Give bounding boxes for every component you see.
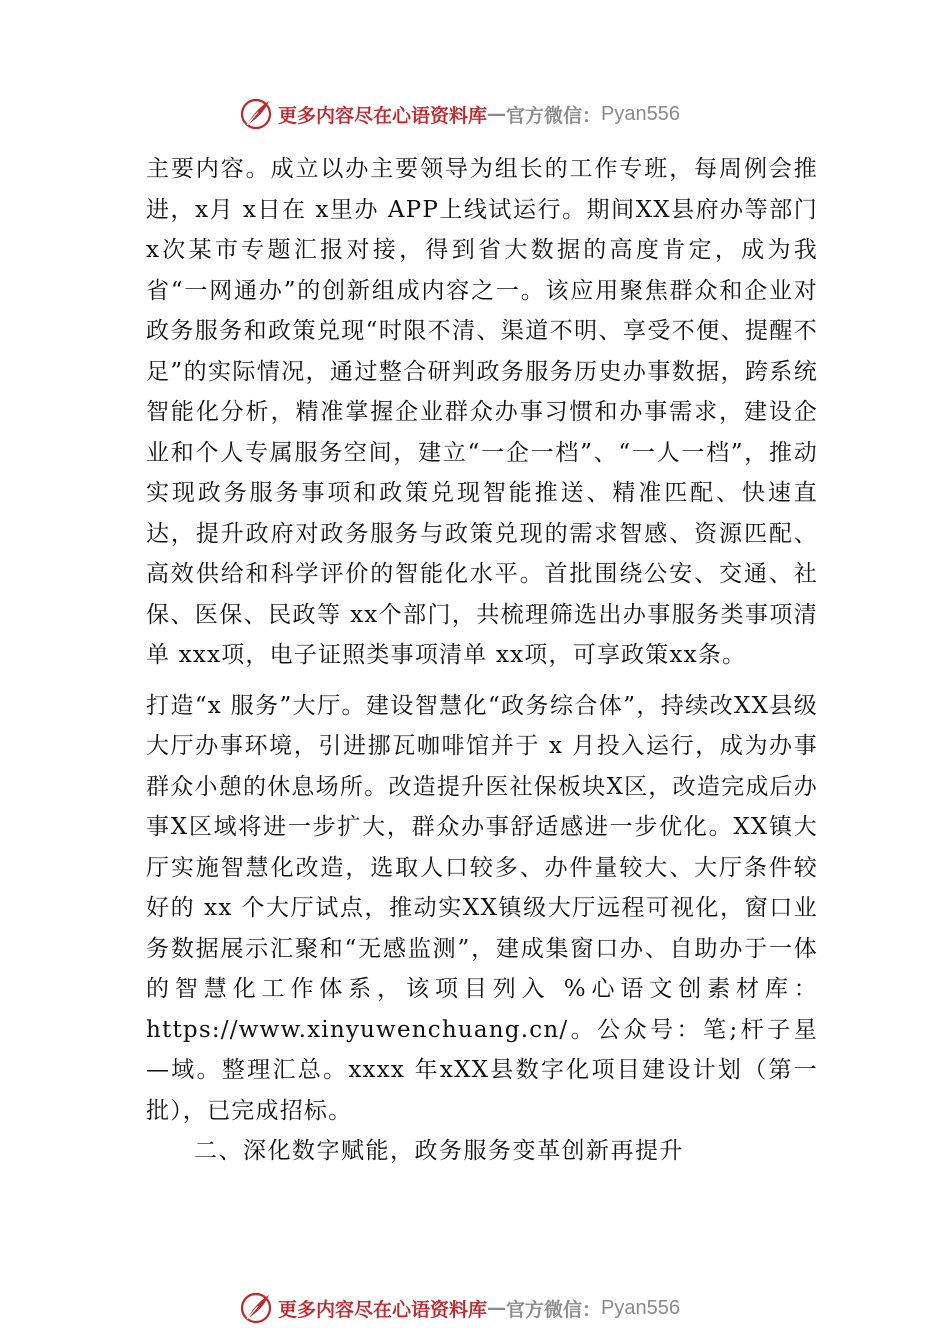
paragraph-1: 主要内容。成立以办主要领导为组长的工作专班，每周例会推进，x月 x日在 x里办 APP上线试运行。期间XX县府办等部门x次某市专题汇报对接，得到省大数据的高度肯定，成为我省“一网通办”的创新组成内容之一。该应用聚焦群众和企业对政务服务和政策兑现“时限不清、渠道不明、享受不便、提醒不足”的实际情况，通过整合研判政务服务历史办事数据，跨系统智能化分析，精准掌握企业群众办事习惯和办事需求，建设企业和个人专属服务空间，建立“一企一档”、“一人一档”，推动实现政务服务事项和政策兑现智能推送、精准匹配、快速直达，提升政府对政务服务与政策兑现的需求智感、资源匹配、高效供给和科学评价的智能化水平。首批围绕公安、交通、社保、医保、民政等 xx个部门，共梳理筛选出办事服务类事项清单 xxx项，电子证照类事项清单 xx项，可享政策xx条。: [146, 156, 818, 668]
watermark-wechat-label: 官方微信：: [506, 1298, 602, 1321]
watermark-wechat-id: Pyan556: [601, 1296, 680, 1319]
watermark-dash: —: [487, 103, 507, 125]
watermark-main-text: 更多内容尽在心语资料库: [278, 1298, 488, 1321]
quill-logo-icon: [238, 96, 274, 132]
watermark-dash: —: [487, 1297, 507, 1319]
watermark-wechat-label: 官方微信：: [506, 104, 602, 127]
document-body: [146, 149, 818, 1171]
watermark-wechat-id: Pyan556: [601, 102, 680, 125]
watermark-main-text: 更多内容尽在心语资料库: [278, 104, 488, 127]
watermark-banner-bottom: [238, 1288, 680, 1328]
paragraph-2: 打造“x 服务”大厅。建设智慧化“政务综合体”，持续改XX县级大厅办事环境，引进挪瓦咖啡馆并于 x 月投入运行，成为办事群众小憩的休息场所。改造提升医社保板块X区，改造完成后办事X区域将进一步扩大，群众办事舒适感进一步优化。XX镇大厅实施智慧化改造，选取人口较多、办件量较大、大厅条件较好的 xx 个大厅试点，推动实XX镇级大厅远程可视化，窗口业务数据展示汇聚和“无感监测”，建成集窗口办、自助办于一体的智慧化工作体系，该项目列入 %心语文创素材库：https://www.xinyuwenchuang.cn/。公众号：笔;杆子星—域。整理汇总。xxxx 年xXX县数字化项目建设计划（第一批），已完成招标。: [146, 692, 818, 1124]
quill-logo-icon: [238, 1290, 274, 1326]
section-heading: 二、深化数字赋能，政务服务变革创新再提升: [194, 1138, 684, 1164]
watermark-banner-top: [238, 94, 680, 134]
